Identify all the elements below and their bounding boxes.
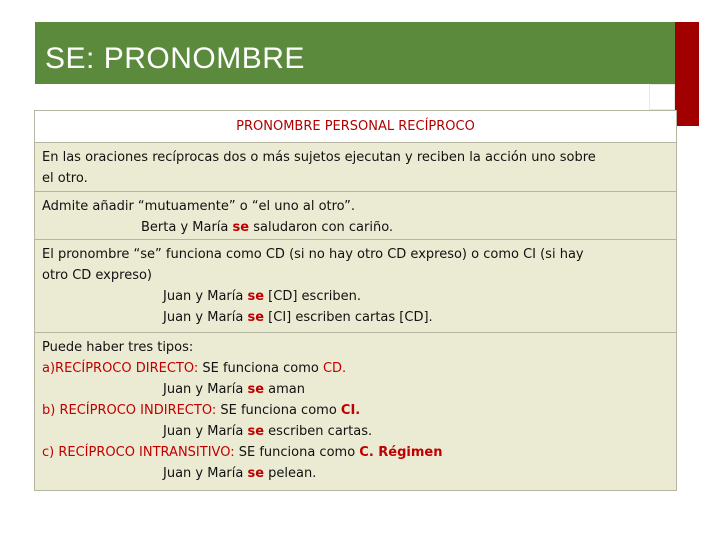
example-post: aman (264, 382, 306, 397)
table-row-types (35, 332, 676, 490)
example-post: [CI] escriben cartas [CD]. (264, 310, 433, 325)
table-row-function (35, 239, 676, 332)
se-highlight: se (247, 466, 265, 481)
function-line-2: otro CD expreso) (42, 268, 152, 283)
type-c-text: SE funciona como (234, 445, 360, 460)
type-c-example (42, 463, 669, 484)
example-post: pelean. (264, 466, 317, 481)
type-b-text: SE funciona como (216, 403, 341, 418)
se-highlight: se (247, 310, 265, 325)
example-pre: Berta y María (141, 220, 233, 235)
se-highlight: se (232, 220, 250, 235)
function-line-1: El pronombre “se” funciona como CD (si no hay otro CD expreso) o como CI (si hay (42, 247, 584, 262)
example-post: escriben cartas. (264, 424, 373, 439)
example-pre: Juan y María (163, 289, 248, 304)
title-bar (35, 22, 675, 84)
example-post: saludaron con cariño. (249, 220, 394, 235)
type-b-label: b) RECÍPROCO INDIRECTO: (42, 403, 217, 418)
example-pre: Juan y María (163, 466, 248, 481)
se-highlight: se (247, 424, 265, 439)
type-b-example (42, 421, 669, 442)
type-a-example (42, 379, 669, 400)
example-pre: Juan y María (163, 310, 248, 325)
accent-red-bar (675, 22, 699, 126)
example-post: [CD] escriben. (264, 289, 362, 304)
definition-line-2: el otro. (42, 171, 88, 186)
type-a-label: a)RECÍPROCO DIRECTO: (42, 361, 199, 376)
type-c-label: c) RECÍPROCO INTRANSITIVO: (42, 445, 235, 460)
se-highlight: se (247, 382, 265, 397)
function-example-2 (42, 307, 669, 328)
types-intro: Puede haber tres tipos: (42, 340, 194, 355)
accent-square (649, 84, 675, 110)
type-a-text: SE funciona como (198, 361, 323, 376)
example-pre: Juan y María (163, 424, 248, 439)
type-c (42, 442, 669, 463)
type-a-function: CD. (322, 361, 347, 376)
slide-title: SE: PRONOMBRE (45, 42, 305, 75)
table-row-paraphrase (35, 191, 676, 239)
table-header: PRONOMBRE PERSONAL RECÍPROCO (35, 111, 676, 142)
paraphrase-text: Admite añadir “mutuamente” o “el uno al otro”. (42, 199, 356, 214)
type-b-function: CI. (340, 403, 361, 418)
example-pre: Juan y María (163, 382, 248, 397)
content-table (34, 110, 677, 491)
type-a (42, 358, 669, 379)
type-c-function: C. Régimen (359, 445, 443, 460)
paraphrase-example (42, 217, 669, 238)
definition-line-1: En las oraciones recíprocas dos o más sujetos ejecutan y reciben la acción uno sobre (42, 150, 596, 165)
table-row-definition (35, 142, 676, 191)
function-example-1 (42, 286, 669, 307)
type-b (42, 400, 669, 421)
se-highlight: se (247, 289, 265, 304)
